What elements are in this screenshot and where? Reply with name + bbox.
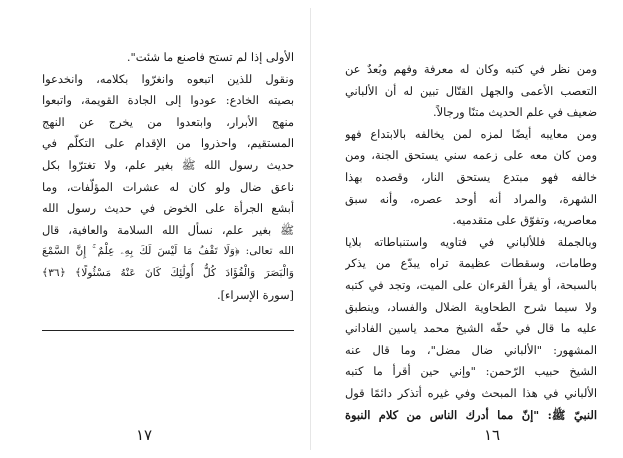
page-number: ١٧	[136, 426, 153, 444]
text-line: ومن نظر في كتبه وكان له معرفة وفهم وبُعدٌ عن	[345, 62, 597, 76]
right-page-body	[345, 59, 597, 426]
left-page-body	[42, 47, 294, 306]
right-page	[312, 0, 623, 458]
text-line: المستقيم، واحذروا من الإقدام على التكلّم في	[42, 136, 294, 151]
text-line: الشهرة، والمراد أنه أوحد عصره، وأنه سبق	[345, 191, 597, 206]
quran-verse-line: وَالْبَصَرَ وَالْفُؤَادَ كُلُّ أُولَٰئِكَ كَانَ عَنْهُ مَسْئُولًا﴾ ﴿٣٦﴾	[42, 266, 294, 279]
text-line: الشيخ حبيب الرّحمن: "وإني حين أقرأ ما كتبه	[345, 364, 597, 379]
text-line: النبيّ ﷺ: "إنّ مما أدرك الناس من كلام النبوة	[345, 407, 597, 422]
verse-reference: [سورة الإسراء].	[216, 287, 294, 302]
text-line: ضعيف في علم الحديث متنًا ورجالاً.	[433, 105, 597, 120]
text-line: ناعق ضال ولو كان له عشرات المؤلّفات، وما	[42, 179, 294, 194]
text-line: المشهور: "الألباني ضال مضل"، وما قال عنه	[345, 342, 597, 357]
text-line: ونقول للذين اتبعوه وانغرّوا بكلامه، وانخدعوا	[42, 71, 294, 86]
text-line: حديث رسول الله ﷺ بغير علم، ولا تغترّوا بكل	[42, 157, 294, 172]
text-line: خالفه فهو مبتدع يستحق النار، وقصده بهذا	[345, 169, 597, 184]
left-page	[0, 0, 311, 458]
text-line: بالسبحة، أو يقرأ القرءان على الميت، وتجد في كتبه	[345, 277, 597, 292]
text-line: معاصريه، وتفوّق على متقدميه.	[452, 213, 597, 228]
footnote-rule	[42, 330, 294, 331]
text-line: أبشع الجرأة على الخوض في حديث رسول الله	[42, 201, 294, 216]
book-gutter	[310, 8, 311, 450]
text-line: الألباني في هذا المبحث وفي غيره أتذكر دائمًا قول	[345, 385, 597, 400]
text-line: ﷺ بغير علم، نسأل الله السلامة والعافية، قال	[42, 222, 294, 237]
text-line: ومن معايبه أيضًا لمزه لمن يخالفه بالابتداع فهو	[345, 126, 597, 141]
text-line: التعصب الأعمى والجهل القتّال تبين له أن الألباني	[345, 83, 597, 98]
text-line: الأولى إذا لم تستح فاصنع ما شئت".	[126, 50, 294, 64]
text-line: عليه ما قال في حقّه الشيخ محمد ياسين الفاداني	[345, 321, 597, 336]
text-line: وبالجملة فللألباني في فتاويه واستنباطاته بلايا	[345, 234, 597, 249]
text-line: ولا سيما شرح الطحاوية الضلال والفساد، وينطبق	[345, 299, 597, 314]
text-line: بصيته الخادع: عودوا إلى الجادة القويمة، واتبعوا	[42, 93, 294, 108]
text-line: ومن كان معه على زعمه سني يستحق الجنة، ومن	[345, 148, 597, 163]
quran-verse-line: الله تعالى: ﴿وَلَا تَقْفُ مَا لَيْسَ لَكَ بِهِۦ عِلْمٌ ۚ إِنَّ السَّمْعَ	[42, 245, 294, 258]
text-line: منهج الأبرار، وابتعدوا من يخرج عن النهج	[42, 114, 294, 129]
page-number: ١٦	[484, 426, 501, 444]
text-line: وطامات، وسقطات عظيمة تراه يبدّع من يذكر	[345, 256, 597, 271]
